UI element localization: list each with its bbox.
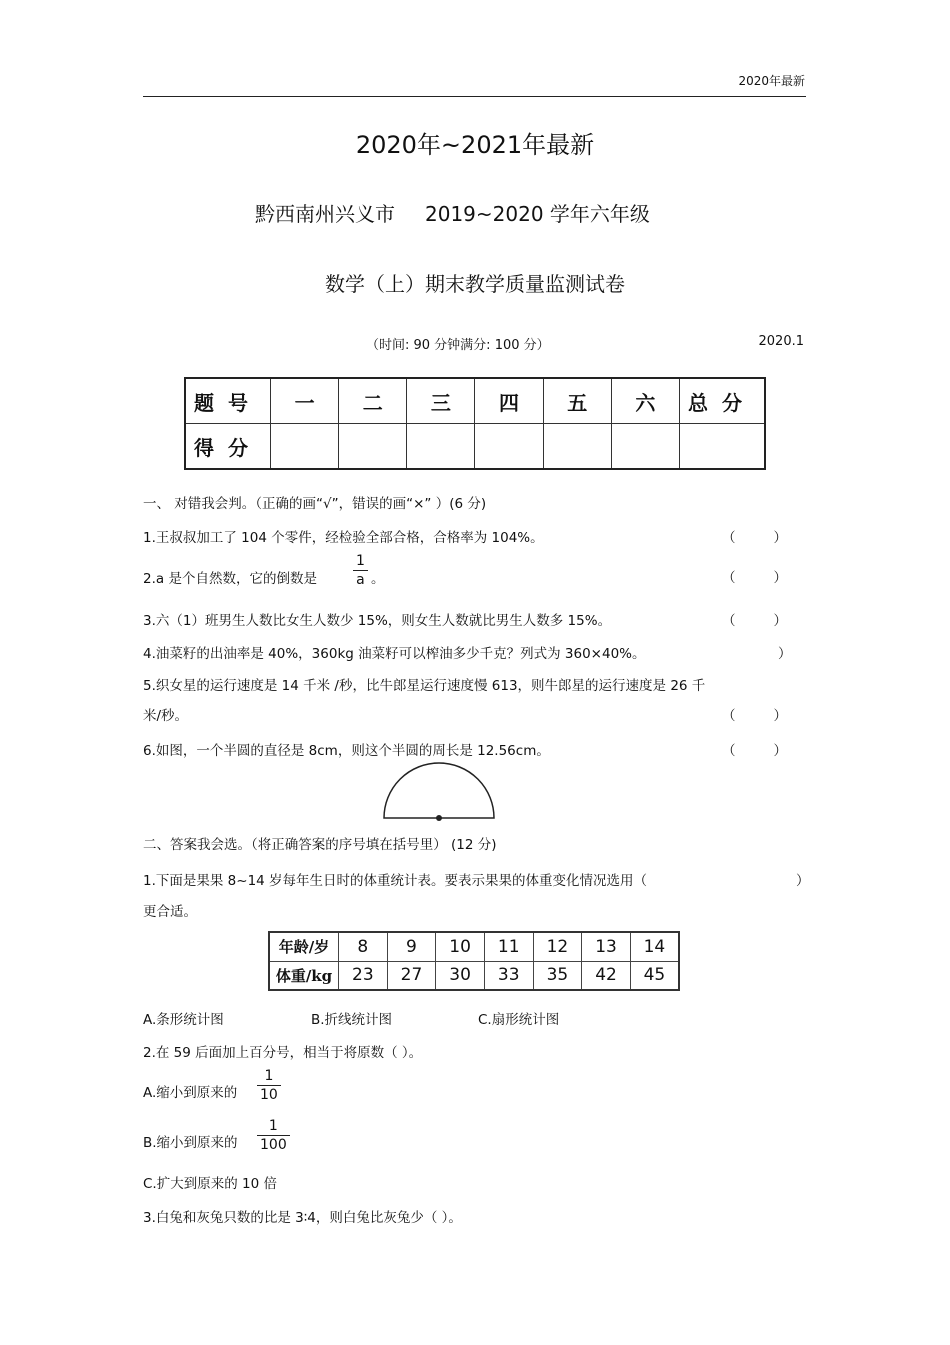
s1-question-3: 3.六（1）班男生人数比女生人数少 15%，则女生人数就比男生人数多 15%。 <box>143 613 612 629</box>
weight-cell: 33 <box>484 961 533 990</box>
s1-question-4: 4.油菜籽的出油率是 40%，360kg 油菜籽可以榨油多少千克？列式为 360×40%。 <box>143 646 646 662</box>
score-cell: 总分 <box>680 378 766 424</box>
age-cell: 8 <box>339 932 388 961</box>
s2-question-2: 2.在 59 后面加上百分号，相当于将原数（ ）。 <box>143 1045 423 1061</box>
score-cell: 六 <box>611 378 679 424</box>
score-input-cell[interactable] <box>680 424 766 470</box>
weight-row <box>269 961 679 990</box>
s2-question-1-cont: 更合适。 <box>143 904 197 920</box>
fraction-numerator: 1 <box>356 553 365 569</box>
title-exam-name: 数学（上）期末教学质量监测试卷 <box>325 272 625 296</box>
header-divider <box>143 96 806 97</box>
s1-question-1: 1.王叔叔加工了 104 个零件，经检验全部合格，合格率为 104%。 <box>143 530 544 546</box>
score-cell: 得分 <box>185 424 271 470</box>
exam-date: 2020.1 <box>758 334 804 349</box>
age-header: 年龄/岁 <box>269 932 339 961</box>
weight-cell: 35 <box>533 961 582 990</box>
answer-paren[interactable]: ） <box>778 646 792 662</box>
option-c[interactable]: C.扩大到原来的 10 倍 <box>143 1176 277 1192</box>
score-cell: 题号 <box>185 378 271 424</box>
fraction-denominator: 100 <box>260 1137 287 1153</box>
answer-paren[interactable]: （ ） <box>722 530 787 546</box>
fraction-denominator: a <box>356 572 365 588</box>
fraction-bar <box>353 570 368 571</box>
s1-question-2: 2.a 是个自然数，它的倒数是 <box>143 571 317 587</box>
option-c[interactable]: C.扇形统计图 <box>478 1012 560 1028</box>
title-year: 2019~2020 学年六年级 <box>425 202 650 226</box>
semicircle-shape <box>384 763 494 818</box>
fraction-numerator: 1 <box>268 1118 278 1134</box>
s2-question-3: 3.白兔和灰兔只数的比是 3∶4，则白兔比灰兔少（ ）。 <box>143 1210 462 1226</box>
weight-header: 体重/kg <box>269 961 339 990</box>
exam-time-info: （时间: 90 分钟满分: 100 分） <box>366 338 550 353</box>
option-a[interactable]: A.条形统计图 <box>143 1012 224 1028</box>
score-table-header-row <box>185 378 765 424</box>
answer-paren-close: ） <box>796 873 810 889</box>
title-main: 2020年~2021年最新 <box>355 131 595 159</box>
weight-cell: 30 <box>436 961 485 990</box>
score-cell: 三 <box>407 378 475 424</box>
answer-paren[interactable]: （ ） <box>722 570 787 586</box>
fraction-denominator: 10 <box>260 1087 278 1103</box>
age-cell: 9 <box>387 932 436 961</box>
fraction-bar <box>257 1085 281 1086</box>
option-a[interactable]: A.缩小到原来的 <box>143 1085 238 1101</box>
score-cell: 一 <box>271 378 339 424</box>
weight-table <box>268 931 680 991</box>
fraction-1-over-a <box>353 553 368 588</box>
score-input-cell[interactable] <box>271 424 339 470</box>
title-subtitle <box>255 198 650 227</box>
score-cell: 五 <box>543 378 611 424</box>
score-input-cell[interactable] <box>543 424 611 470</box>
score-input-cell[interactable] <box>611 424 679 470</box>
age-cell: 10 <box>436 932 485 961</box>
option-b[interactable]: B.折线统计图 <box>311 1012 393 1028</box>
weight-cell: 42 <box>582 961 631 990</box>
s1-question-5: 5.织女星的运行速度是 14 千米 /秒，比牛郎星运行速度慢 613，则牛郎星的运行速度是 26 千 <box>143 678 706 694</box>
fraction-bar <box>257 1135 290 1136</box>
fraction-numerator: 1 <box>264 1068 274 1084</box>
score-table <box>184 377 766 470</box>
s1-question-6: 6.如图，一个半圆的直径是 8cm，则这个半圆的周长是 12.56cm。 <box>143 743 550 759</box>
age-cell: 11 <box>484 932 533 961</box>
section1-heading: 一、 对错我会判。（正确的画“√”，错误的画“×” ）(6 分) <box>143 496 487 512</box>
age-row <box>269 932 679 961</box>
answer-paren[interactable]: （ ） <box>722 708 787 724</box>
score-input-cell[interactable] <box>407 424 475 470</box>
s1-question-2-end: 。 <box>371 571 385 587</box>
score-input-cell[interactable] <box>339 424 407 470</box>
weight-cell: 27 <box>387 961 436 990</box>
age-cell: 14 <box>630 932 679 961</box>
fraction-1-over-10 <box>257 1068 281 1103</box>
title-region: 黔西南州兴义市 <box>255 202 395 226</box>
section2-heading: 二、答案我会选。（将正确答案的序号填在括号里） (12 分) <box>143 837 497 853</box>
score-input-cell[interactable] <box>475 424 543 470</box>
page-header-label: 2020年最新 <box>738 74 805 88</box>
s1-question-5-cont: 米/秒。 <box>143 708 189 724</box>
fraction-1-over-100 <box>257 1118 290 1153</box>
option-b[interactable]: B.缩小到原来的 <box>143 1135 238 1151</box>
semicircle-figure <box>380 760 498 822</box>
center-dot <box>436 815 442 821</box>
answer-paren[interactable]: （ ） <box>722 613 787 629</box>
score-cell: 四 <box>475 378 543 424</box>
age-cell: 12 <box>533 932 582 961</box>
s2-question-1: 1.下面是果果 8~14 岁每年生日时的体重统计表。要表示果果的体重变化情况选用（ <box>143 873 648 889</box>
weight-cell: 23 <box>339 961 388 990</box>
answer-paren[interactable]: （ ） <box>722 743 787 759</box>
age-cell: 13 <box>582 932 631 961</box>
score-cell: 二 <box>339 378 407 424</box>
score-table-score-row <box>185 424 765 470</box>
weight-cell: 45 <box>630 961 679 990</box>
